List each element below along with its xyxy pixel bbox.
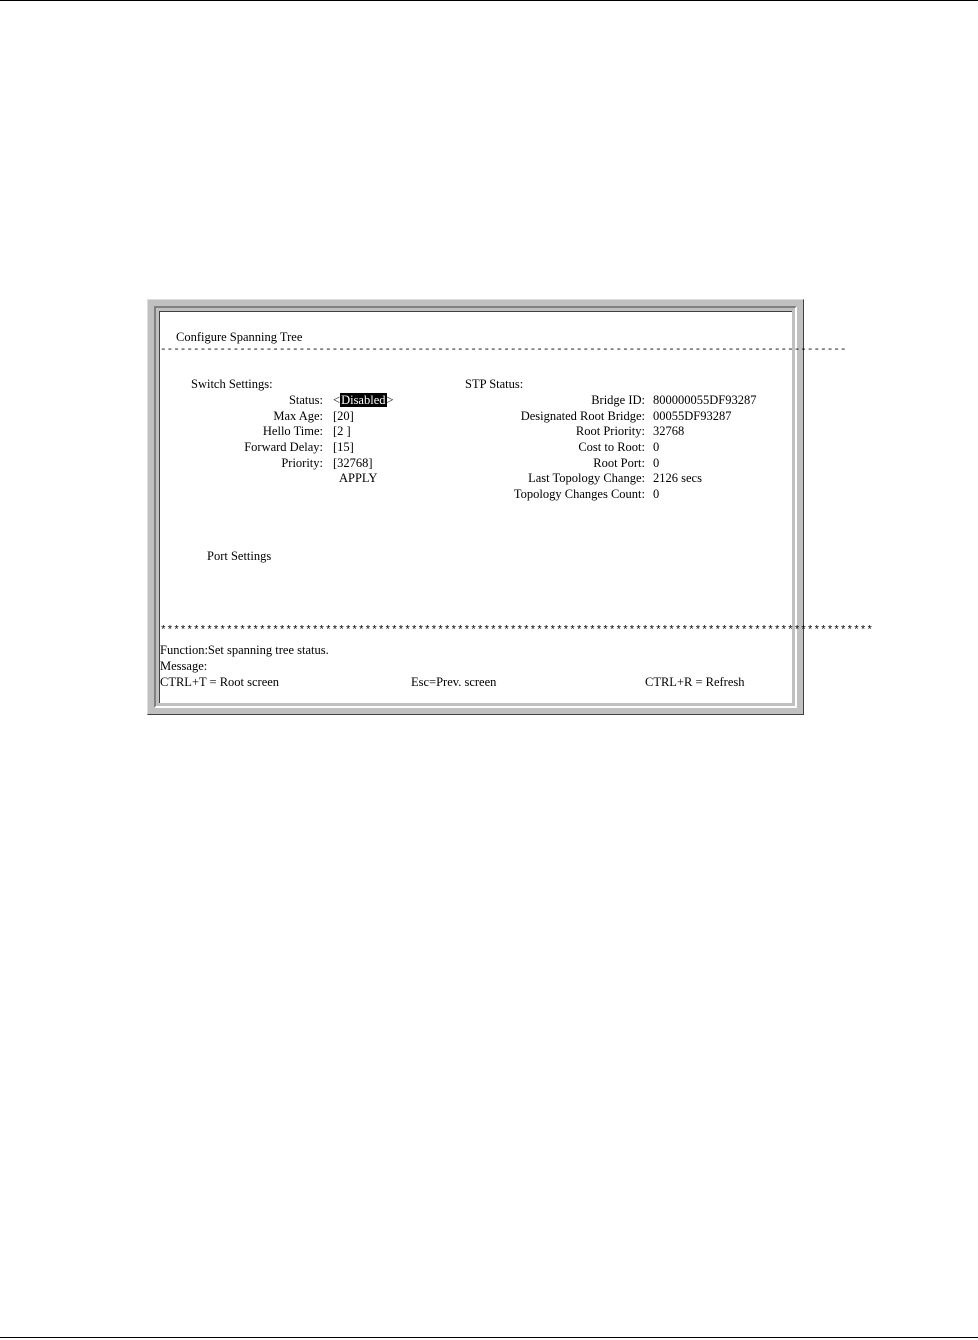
function-text: Function:Set spanning tree status.	[160, 643, 329, 657]
page-bottom-rule	[0, 1337, 978, 1338]
console-window	[147, 299, 873, 715]
topology-changes-count-label: Topology Changes Count:	[513, 487, 645, 501]
status-close-bracket: >	[386, 393, 394, 407]
message-text: Message:	[160, 659, 208, 673]
screen-title: Configure Spanning Tree	[176, 330, 303, 344]
root-priority-value: 32768	[653, 424, 685, 438]
designated-root-value: 00055DF93287	[653, 409, 732, 423]
last-topology-change-label: Last Topology Change:	[528, 471, 645, 485]
status-label: Status:	[288, 393, 323, 407]
forward-delay-label: Forward Delay:	[244, 440, 323, 454]
refresh-shortcut[interactable]: CTRL+R = Refresh	[645, 675, 745, 689]
apply-button[interactable]: APPLY	[339, 471, 378, 485]
root-port-value: 0	[653, 456, 660, 470]
footer-divider: ************************************************************************************************************	[160, 625, 873, 637]
hello-time-label: Hello Time:	[262, 424, 323, 438]
designated-root-label: Designated Root Bridge:	[520, 409, 645, 423]
forward-delay-field[interactable]: [15]	[333, 440, 354, 454]
cost-to-root-label: Cost to Root:	[578, 440, 645, 454]
status-open-bracket: <	[333, 393, 341, 407]
switch-settings-heading: Switch Settings:	[191, 377, 273, 391]
hello-time-field[interactable]: [2 ]	[333, 424, 351, 438]
status-value[interactable]: Disabled	[341, 393, 386, 407]
last-topology-change-value: 2126 secs	[653, 471, 702, 485]
page-top-rule	[0, 0, 978, 1]
console-screen	[159, 311, 873, 703]
bridge-id-value: 800000055DF93287	[653, 393, 757, 407]
max-age-field[interactable]: [20]	[333, 409, 354, 423]
port-settings-link[interactable]: Port Settings	[207, 549, 272, 563]
root-screen-shortcut[interactable]: CTRL+T = Root screen	[160, 675, 280, 689]
root-priority-label: Root Priority:	[575, 424, 645, 438]
console-bezel	[154, 306, 873, 708]
status-selector[interactable]	[333, 393, 394, 408]
cost-to-root-value: 0	[653, 440, 660, 454]
priority-field[interactable]: [32768]	[333, 456, 373, 470]
max-age-label: Max Age:	[273, 409, 323, 423]
priority-label: Priority:	[281, 456, 323, 470]
title-divider: --------------------------------------------------------------------------------------------------------	[160, 344, 847, 356]
prev-screen-shortcut[interactable]: Esc=Prev. screen	[411, 675, 497, 689]
topology-changes-count-value: 0	[653, 487, 660, 501]
bridge-id-label: Bridge ID:	[591, 393, 645, 407]
root-port-label: Root Port:	[593, 456, 645, 470]
stp-status-heading: STP Status:	[465, 377, 524, 391]
